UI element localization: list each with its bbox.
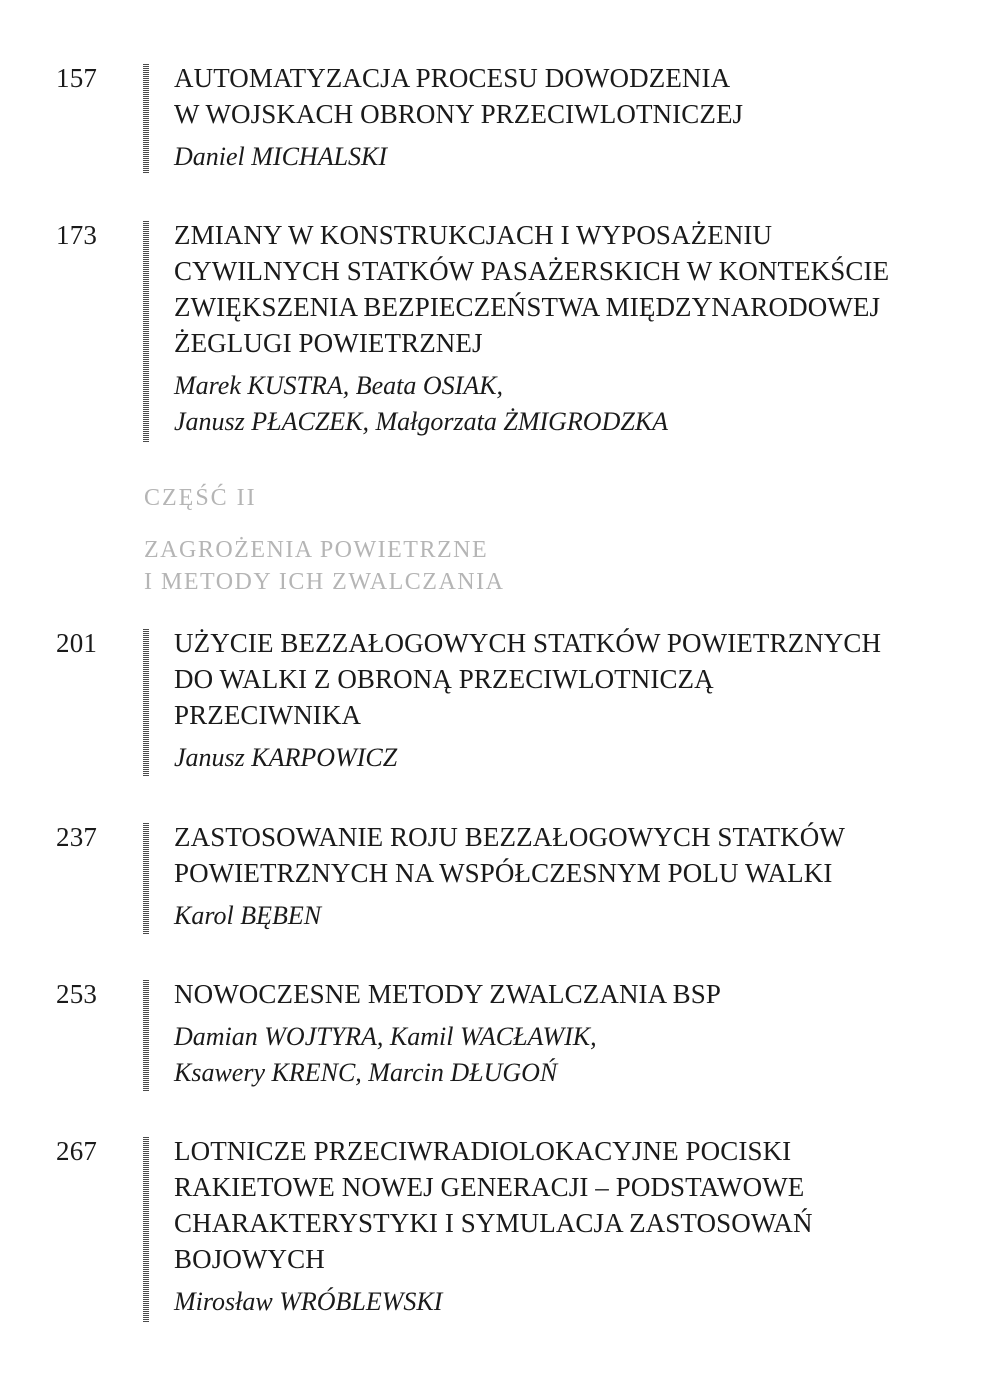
toc-page-number: 157 — [56, 63, 98, 93]
toc-entry-title-line: LOTNICZE PRZECIWRADIOLOKACYJNE POCISKI — [174, 1136, 792, 1166]
section-title — [144, 534, 504, 598]
toc-page-number: 237 — [56, 822, 98, 852]
vertical-rule — [143, 629, 149, 777]
toc-entry-author-line: Janusz PŁACZEK, Małgorzata ŻMIGRODZKA — [174, 407, 669, 436]
toc-entry-authors — [174, 1019, 974, 1091]
vertical-rule — [143, 64, 149, 174]
toc-entry-content — [174, 60, 974, 175]
vertical-rule — [143, 823, 149, 935]
vertical-rule — [143, 1137, 149, 1323]
toc-entry-content — [174, 625, 974, 776]
section-title-line: I METODY ICH ZWALCZANIA — [144, 569, 505, 595]
toc-entry-author-line: Janusz KARPOWICZ — [174, 743, 398, 772]
toc-entry-content — [174, 1133, 974, 1320]
toc-entry-title-line: ZWIĘKSZENIA BEZPIECZEŃSTWA MIĘDZYNARODOWEJ — [174, 292, 881, 322]
toc-entry-title-line: DO WALKI Z OBRONĄ PRZECIWLOTNICZĄ — [174, 664, 714, 694]
toc-entry-author-line: Karol BĘBEN — [174, 901, 322, 930]
vertical-rule — [143, 221, 149, 443]
toc-entry-title-line: NOWOCZESNE METODY ZWALCZANIA BSP — [174, 979, 721, 1009]
toc-page-number: 201 — [56, 628, 98, 658]
toc-entry-authors — [174, 139, 974, 175]
toc-entry-author-line: Mirosław WRÓBLEWSKI — [174, 1287, 443, 1316]
toc-entry-title-line: BOJOWYCH — [174, 1244, 325, 1274]
section-title-line: ZAGROŻENIA POWIETRZNE — [144, 537, 489, 563]
toc-entry-title-line: ZASTOSOWANIE ROJU BEZZAŁOGOWYCH STATKÓW — [174, 822, 845, 852]
toc-entry-title-line: ZMIANY W KONSTRUKCJACH I WYPOSAŻENIU — [174, 220, 773, 250]
toc-entry-content — [174, 819, 974, 934]
toc-page-number: 253 — [56, 979, 98, 1009]
toc-entry-title-line: PRZECIWNIKA — [174, 700, 362, 730]
section-label: CZĘŚĆ II — [144, 485, 257, 511]
toc-entry-authors — [174, 1284, 974, 1320]
toc-entry-title-line: UŻYCIE BEZZAŁOGOWYCH STATKÓW POWIETRZNYCH — [174, 628, 882, 658]
toc-entry-author-line: Damian WOJTYRA, Kamil WACŁAWIK, — [174, 1022, 597, 1051]
toc-entry-title-line: POWIETRZNYCH NA WSPÓŁCZESNYM POLU WALKI — [174, 858, 833, 888]
toc-entry-content — [174, 976, 974, 1091]
toc-entry-authors — [174, 740, 974, 776]
toc-entry-author-line: Ksawery KRENC, Marcin DŁUGOŃ — [174, 1058, 558, 1087]
toc-entry-author-line: Marek KUSTRA, Beata OSIAK, — [174, 371, 504, 400]
toc-entry-content — [174, 217, 974, 440]
toc-entry-author-line: Daniel MICHALSKI — [174, 142, 388, 171]
toc-entry-title-line: W WOJSKACH OBRONY PRZECIWLOTNICZEJ — [174, 99, 744, 129]
vertical-rule — [143, 980, 149, 1092]
toc-entry-title-line: ŻEGLUGI POWIETRZNEJ — [174, 328, 483, 358]
toc-page-number: 267 — [56, 1136, 98, 1166]
toc-entry-authors — [174, 898, 974, 934]
toc-entry-title-line: RAKIETOWE NOWEJ GENERACJI – PODSTAWOWE — [174, 1172, 805, 1202]
toc-page-number: 173 — [56, 220, 98, 250]
toc-entry-authors — [174, 368, 974, 440]
section-header — [144, 482, 504, 598]
toc-entry-title-line: CYWILNYCH STATKÓW PASAŻERSKICH W KONTEKŚCIE — [174, 256, 890, 286]
toc-entry-title-line: AUTOMATYZACJA PROCESU DOWODZENIA — [174, 63, 731, 93]
toc-entry-title-line: CHARAKTERYSTYKI I SYMULACJA ZASTOSOWAŃ — [174, 1208, 813, 1238]
